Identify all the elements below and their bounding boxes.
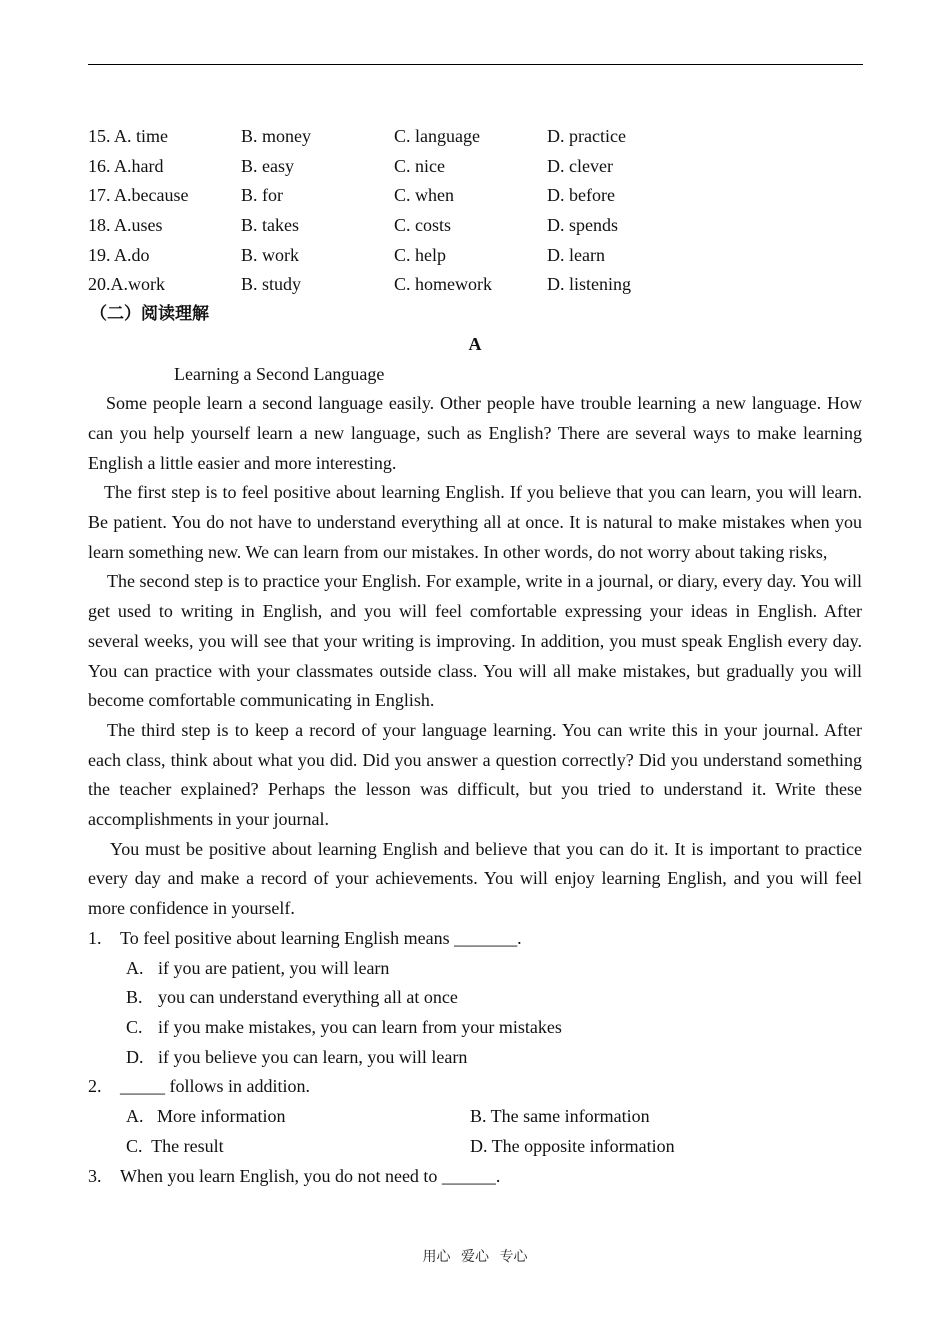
- choice-text: if you make mistakes, you can learn from your mistakes: [158, 1017, 562, 1037]
- option-row-16: [88, 152, 862, 182]
- option-c: C. when: [394, 185, 454, 206]
- question-3: [88, 1162, 862, 1192]
- paragraph: Some people learn a second language easily. Other people have trouble learning a new language. How can you help yourself learn a new language, such as English? There are several ways to make learning English a little easier and more interesting.: [88, 393, 862, 473]
- choice-c: C. The result: [126, 1135, 224, 1156]
- header-rule: [88, 64, 863, 65]
- document-body: [88, 122, 862, 1191]
- option-a: 20.A.work: [88, 274, 165, 295]
- option-d: D. practice: [547, 126, 626, 146]
- choice-letter: B.: [126, 987, 143, 1008]
- choice-letter: A.: [126, 957, 144, 978]
- cloze-options: [88, 122, 862, 300]
- question-number: 3.: [88, 1165, 102, 1186]
- option-a: 15. A. time: [88, 126, 168, 146]
- option-row-20: [88, 270, 862, 300]
- passage-label: A: [468, 333, 482, 354]
- question-text: When you learn English, you do not need to ______.: [120, 1165, 501, 1186]
- option-d: D. spends: [547, 215, 618, 236]
- option-b: B. for: [241, 185, 283, 206]
- option-row-19: [88, 241, 862, 271]
- choice-letter: C.: [126, 1017, 143, 1037]
- question-2: [88, 1072, 862, 1161]
- choice-a: [88, 954, 862, 984]
- paragraph: The third step is to keep a record of your language learning. You can write this in your journal. After each class, think about what you did. Did you answer a question correctly? Did you understand something the teacher explained? Perhaps the lesson was difficult, but you tried to understand it. Write these accomplishments in your journal.: [88, 719, 862, 830]
- option-b: B. work: [241, 244, 299, 265]
- question-text: To feel positive about learning English means _______.: [120, 927, 522, 948]
- option-d: D. clever: [547, 155, 613, 176]
- option-d: D. listening: [547, 274, 631, 295]
- question-number: 1.: [88, 927, 102, 948]
- option-c: C. homework: [394, 274, 492, 295]
- paragraph: The first step is to feel positive about learning English. If you believe that you can learn, you will learn. Be patient. You do not have to understand everything all at once. It is natural to make mistakes when you learn something new. We can learn from our mistakes. In other words, do not worry about taking risks,: [88, 482, 862, 562]
- option-b: B. study: [241, 274, 302, 295]
- choice-c: [88, 1013, 862, 1043]
- section-heading: （二）阅读理解: [90, 304, 209, 325]
- option-c: C. costs: [394, 215, 452, 236]
- choice-b: [88, 983, 862, 1013]
- choice-d: [88, 1043, 862, 1073]
- option-b: B. takes: [241, 215, 299, 236]
- option-row-15: [88, 122, 862, 152]
- option-b: B. money: [241, 126, 311, 146]
- paragraph: The second step is to practice your English. For example, write in a journal, or diary, every day. You will get used to writing in English, and you will feel comfortable expressing your ideas in English. After several weeks, you will see that your writing is improving. In addition, you must speak English every day. You can practice with your classmates outside class. You will all make mistakes, but gradually you will become comfortable communicating in English.: [88, 571, 862, 711]
- question-stem: [88, 1162, 862, 1192]
- choice-b: B. The same information: [470, 1106, 650, 1127]
- choice-text: if you believe you can learn, you will learn: [158, 1046, 468, 1067]
- choice-a: A. More information: [126, 1106, 286, 1127]
- page-footer: 用心 爱心 专心: [422, 1249, 528, 1265]
- option-d: D. before: [547, 185, 615, 206]
- option-c: C. language: [394, 126, 480, 146]
- option-c: C. nice: [394, 155, 445, 176]
- question-number: 2.: [88, 1076, 102, 1097]
- option-row-18: [88, 211, 862, 241]
- option-d: D. learn: [547, 244, 605, 265]
- option-b: B. easy: [241, 155, 294, 176]
- option-a: 18. A.uses: [88, 215, 163, 236]
- question-stem: [88, 1072, 862, 1102]
- question-stem: [88, 924, 862, 954]
- option-c: C. help: [394, 244, 446, 265]
- choice-text: if you are patient, you will learn: [158, 957, 390, 978]
- option-a: 16. A.hard: [88, 155, 164, 176]
- passage-title: Learning a Second Language: [174, 363, 385, 384]
- question-text: _____ follows in addition.: [120, 1076, 310, 1097]
- option-a: 19. A.do: [88, 244, 150, 265]
- option-row-17: [88, 181, 862, 211]
- paragraph: You must be positive about learning English and believe that you can do it. It is important to practice every day and make a record of your achievements. You will enjoy learning English, and you will feel more confidence in yourself.: [88, 838, 862, 919]
- option-a: 17. A.because: [88, 185, 189, 206]
- choice-row: [88, 1132, 862, 1162]
- choice-d: D. The opposite information: [470, 1135, 675, 1156]
- question-1: [88, 924, 862, 1073]
- choice-text: you can understand everything all at once: [158, 987, 458, 1008]
- choice-letter: D.: [126, 1046, 144, 1067]
- choice-row: [88, 1102, 862, 1132]
